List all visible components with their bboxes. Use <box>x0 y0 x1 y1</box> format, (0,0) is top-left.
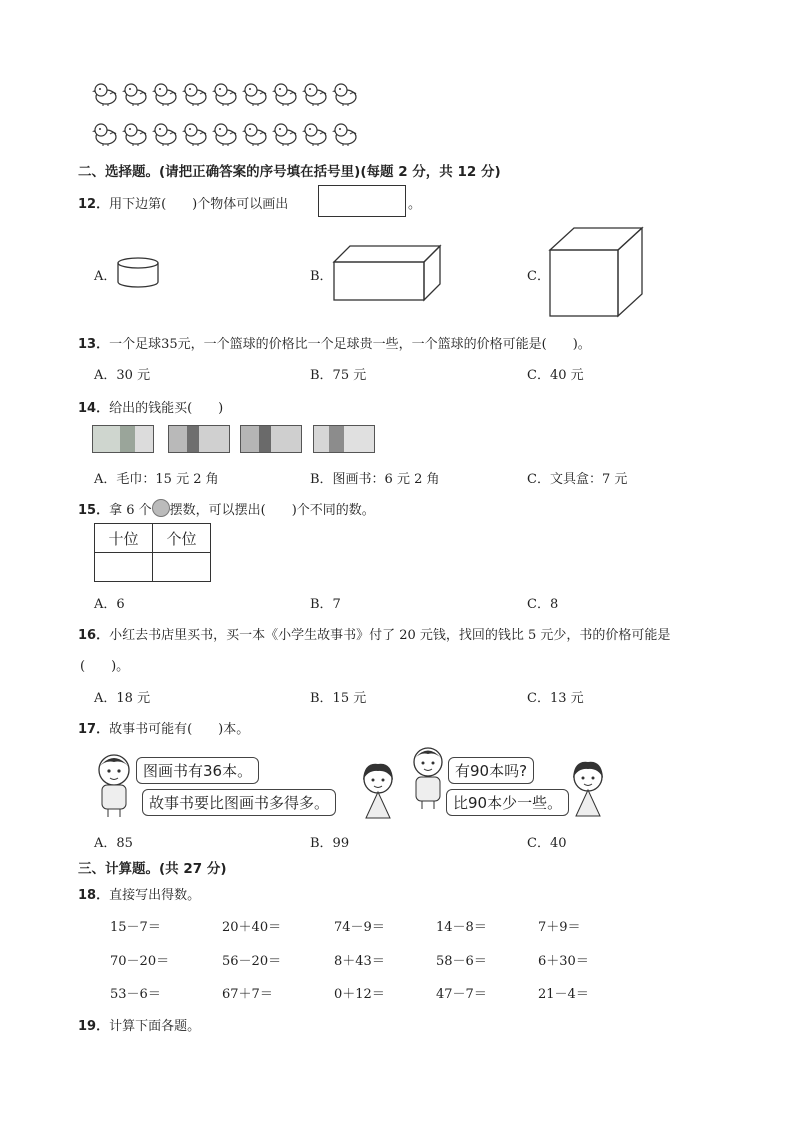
q17-option-b: B．99 <box>310 836 350 851</box>
cuboid-icon <box>332 244 444 302</box>
chick-icon <box>332 122 358 150</box>
bubble-3: 有90本吗? <box>448 757 534 784</box>
q15-text-after: 摆数，可以摆出( )个不同的数。 <box>169 503 375 518</box>
calc-item: 70－20＝ <box>110 954 170 969</box>
cube-icon <box>548 226 646 318</box>
chick-icon <box>242 122 268 150</box>
calc-item: 47－7＝ <box>436 987 487 1002</box>
tens-header: 十位 <box>95 524 153 553</box>
chick-icon <box>122 122 148 150</box>
q13-option-a: A．30 元 <box>94 368 151 383</box>
chick-icon <box>122 82 148 110</box>
banknote-2-jiao-icon <box>313 425 375 453</box>
q17 <box>78 718 249 737</box>
girl-1-icon <box>356 762 400 820</box>
ones-header: 个位 <box>153 524 211 553</box>
q16-option-b: B．15 元 <box>310 691 367 706</box>
q13-text: 一个足球35元，一个篮球的价格比一个足球贵一些，一个篮球的价格可能是( )。 <box>109 337 591 352</box>
chick-row-2 <box>92 122 358 150</box>
q16-number: 16． <box>78 628 110 643</box>
chick-icon <box>212 82 238 110</box>
calc-item: 20＋40＝ <box>222 920 282 935</box>
chick-icon <box>212 122 238 150</box>
q16-text: 小红去书店里买书，买一本《小学生故事书》付了 20 元钱，找回的钱比 5 元少，书的价格可能是 <box>109 628 671 643</box>
q12-option-b: B． <box>310 269 333 284</box>
section-3-title: 三、计算题。(共 27 分) <box>78 861 227 877</box>
calc-item: 7＋9＝ <box>538 920 581 935</box>
calc-item: 53－6＝ <box>110 987 161 1002</box>
q14-option-c: C．文具盒：7 元 <box>527 472 628 487</box>
q14-option-b: B．图画书：6 元 2 角 <box>310 472 440 487</box>
calc-item: 15－7＝ <box>110 920 161 935</box>
banknote-1-jiao-icon-2 <box>240 425 302 453</box>
q17-text: 故事书可能有( )本。 <box>109 722 250 737</box>
calc-item: 21－4＝ <box>538 987 589 1002</box>
q19-number: 19． <box>78 1019 110 1034</box>
bubble-1: 图画书有36本。 <box>136 757 259 784</box>
q15-option-a: A．6 <box>94 597 125 612</box>
q12-option-c: C． <box>527 269 550 284</box>
q15-text-before: 拿 6 个 <box>109 503 152 518</box>
bubble-4: 比90本少一些。 <box>446 789 569 816</box>
q19-text: 计算下面各题。 <box>109 1019 201 1034</box>
q17-option-c: C．40 <box>527 836 567 851</box>
calc-item: 58－6＝ <box>436 954 487 969</box>
calc-item: 6＋30＝ <box>538 954 589 969</box>
chick-icon <box>272 122 298 150</box>
girl-2-icon <box>566 760 610 818</box>
calc-item: 74－9＝ <box>334 920 385 935</box>
q18 <box>78 884 200 903</box>
q13-option-b: B．75 元 <box>310 368 367 383</box>
chick-icon <box>272 82 298 110</box>
q12-option-a: A． <box>94 269 117 284</box>
q13 <box>78 333 591 352</box>
q12-rectangle <box>318 185 406 217</box>
section-2-title: 二、选择题。(请把正确答案的序号填在括号里)(每题 2 分，共 12 分) <box>78 164 501 180</box>
banknote-5-yuan-icon <box>92 425 154 453</box>
calc-item: 14－8＝ <box>436 920 487 935</box>
counter-circle-icon <box>152 499 170 517</box>
calc-item: 67＋7＝ <box>222 987 273 1002</box>
q17-number: 17． <box>78 722 110 737</box>
calc-item: 8＋43＝ <box>334 954 385 969</box>
q12 <box>78 193 288 212</box>
q16-option-c: C．13 元 <box>527 691 584 706</box>
q15 <box>78 499 375 518</box>
chick-icon <box>302 122 328 150</box>
chick-icon <box>152 122 178 150</box>
q15-option-b: B．7 <box>310 597 341 612</box>
q14 <box>78 397 223 416</box>
place-value-table <box>94 523 211 582</box>
ones-cell <box>153 553 211 582</box>
q12-tail: 。 <box>408 197 422 212</box>
q18-text: 直接写出得数。 <box>109 888 201 903</box>
q19 <box>78 1015 200 1034</box>
q13-number: 13． <box>78 337 110 352</box>
q16 <box>78 624 670 643</box>
q15-number: 15． <box>78 503 110 518</box>
q14-option-a: A．毛巾：15 元 2 角 <box>94 472 219 487</box>
q16-option-a: A．18 元 <box>94 691 151 706</box>
q12-text: 用下边第( )个物体可以画出 <box>109 197 289 212</box>
boy-2-icon <box>408 746 448 810</box>
chick-row-1 <box>92 82 358 110</box>
q13-option-c: C．40 元 <box>527 368 584 383</box>
chick-icon <box>152 82 178 110</box>
cylinder-icon <box>116 256 162 290</box>
boy-1-icon <box>92 752 136 818</box>
q14-number: 14． <box>78 401 110 416</box>
chick-icon <box>182 82 208 110</box>
q15-option-c: C．8 <box>527 597 559 612</box>
chick-icon <box>92 122 118 150</box>
chick-icon <box>182 122 208 150</box>
chick-icon <box>242 82 268 110</box>
q12-number: 12． <box>78 197 110 212</box>
q17-option-a: A．85 <box>94 836 133 851</box>
tens-cell <box>95 553 153 582</box>
calc-item: 56－20＝ <box>222 954 282 969</box>
calc-item: 0＋12＝ <box>334 987 385 1002</box>
q18-number: 18． <box>78 888 110 903</box>
q16-text-line2: ( )。 <box>80 659 130 674</box>
chick-icon <box>332 82 358 110</box>
bubble-2: 故事书要比图画书多得多。 <box>142 789 336 816</box>
q14-text: 给出的钱能买( ) <box>109 401 224 416</box>
banknote-1-jiao-icon <box>168 425 230 453</box>
chick-icon <box>92 82 118 110</box>
chick-icon <box>302 82 328 110</box>
